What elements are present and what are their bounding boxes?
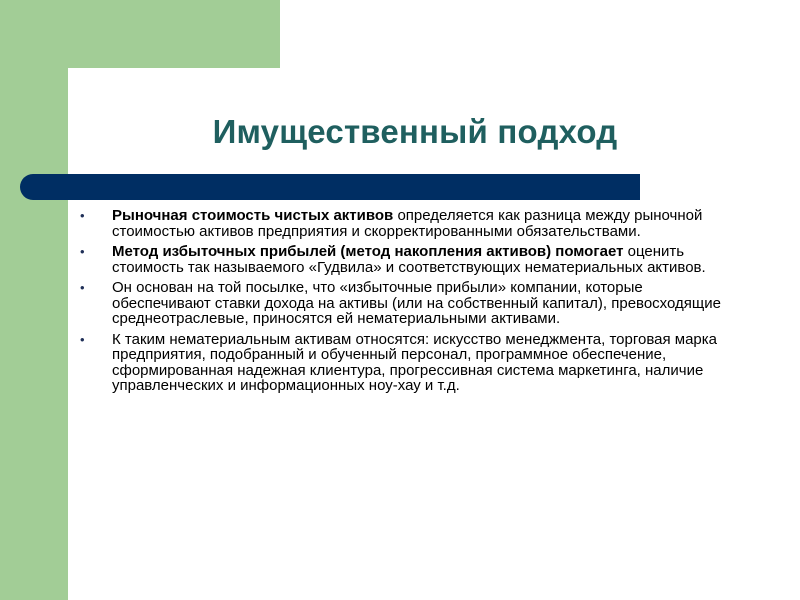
bullet-dot-icon: •	[80, 208, 85, 223]
bullet-list	[80, 208, 730, 399]
bullet-item	[80, 208, 730, 239]
bullet-dot-icon: •	[80, 331, 85, 347]
bullet-item	[80, 332, 730, 394]
bullet-body-text: К таким нематериальным активам относятся: искусство менеджмента, торговая марка предприятия, подобранный и обученный персонал, программное обеспечение, сформированная надежная клиентура, прогрессивная система маркетинга, наличие управленческих и информационных ноу-хау и т.д.	[112, 330, 717, 394]
bullet-text	[112, 244, 730, 275]
bullet-item	[80, 244, 730, 275]
bullet-body-text: определяется как разница между рыночной стоимостью активов предприятия и скорректированными обязательствами.	[112, 207, 703, 240]
green-decoration-top	[0, 0, 280, 68]
bullet-bold-text: Рыночная стоимость чистых активов	[112, 207, 394, 224]
bullet-dot-icon: •	[80, 280, 85, 295]
title-underline-bar	[20, 174, 640, 200]
bullet-item	[80, 280, 730, 327]
green-decoration-left	[0, 0, 68, 600]
bullet-body-text: оценить стоимость так называемого «Гудвила» и соответствующих нематериальных активов.	[112, 243, 706, 276]
bullet-dot-icon: •	[80, 244, 85, 259]
bullet-text	[112, 280, 730, 327]
bullet-bold-text: Метод избыточных прибылей (метод накопления активов) помогает	[112, 243, 624, 260]
bullet-text	[112, 208, 730, 239]
slide-title: Имущественный подход	[212, 113, 618, 150]
bullet-body-text: Он основан на той посылке, что «избыточные прибыли» компании, которые обеспечивают ставки дохода на активы (или на собственный капитал), превосходящие среднеотраслевые, приносятся ей нематериальными активами.	[112, 279, 721, 327]
bullet-text	[112, 332, 730, 394]
